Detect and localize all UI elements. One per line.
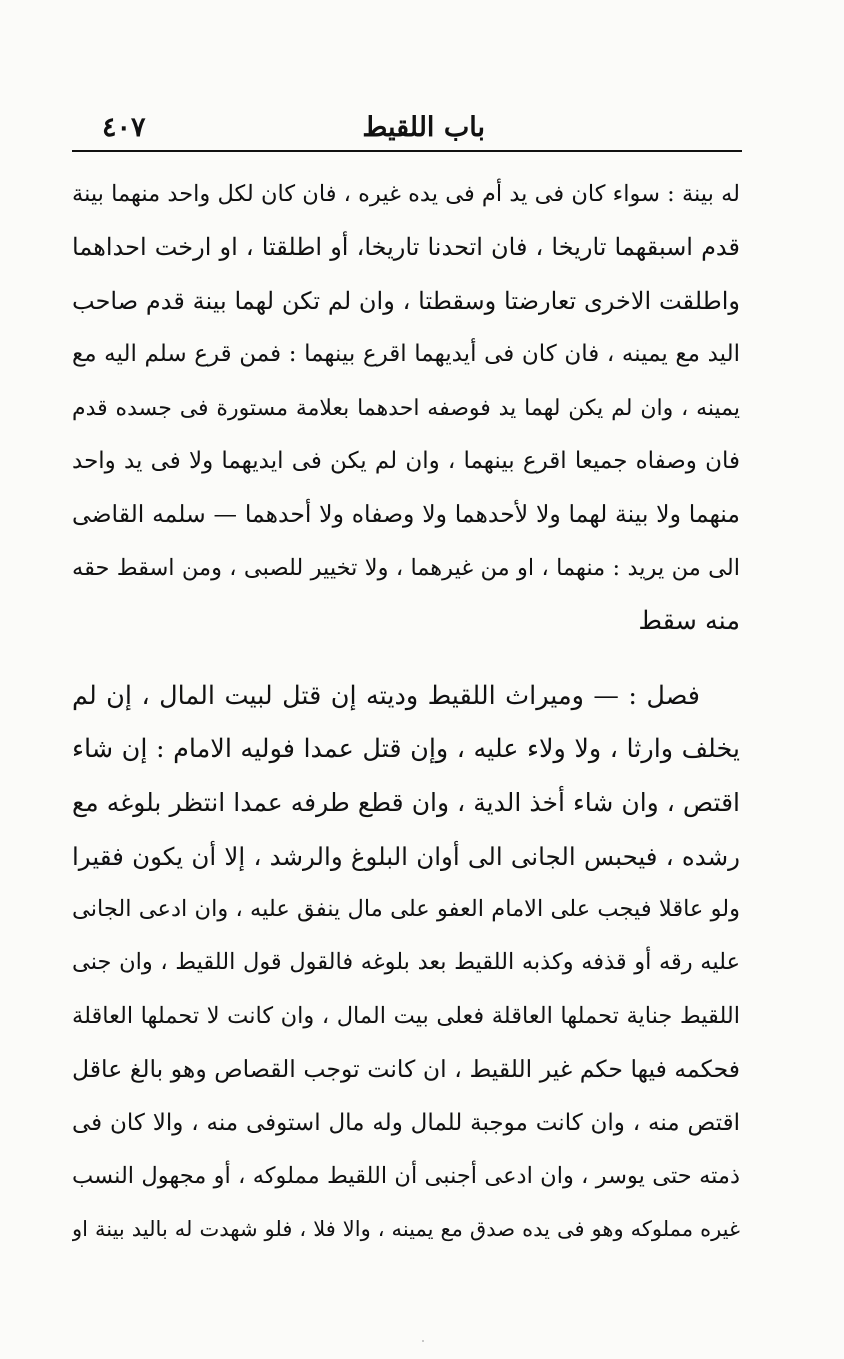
text-line: ولو عاقلا فيجب على الامام العفو على مال ينفق عليه ، وان ادعى الجانى [72,896,740,923]
body-text [72,168,740,1257]
text-line: اللقيط جناية تحملها العاقلة فعلى بيت المال ، وان كانت لا تحملها العاقلة [72,1002,740,1029]
text-line: الى من يريد : منهما ، او من غيرهما ، ولا تخيير للصبى ، ومن اسقط حقه [72,554,740,581]
text-line: ذمته حتى يوسر ، وان ادعى أجنبى أن اللقيط مملوكه ، أو مجهول النسب [72,1163,740,1190]
text-line: اليد مع يمينه ، فان كان فى أيديهما اقرع بينهما : فمن قرع سلم اليه مع [72,341,740,368]
text-line: فصل : — وميراث اللقيط وديته إن قتل لبيت المال ، إن لم [72,680,700,711]
text-line: واطلقت الاخرى تعارضتا وسقطتا ، وان لم تكن لهما بينة قدم صاحب [72,286,740,315]
text-line: له بينة : سواء كان فى يد أم فى يده غيره ، فان كان لكل واحد منهما بينة [72,181,740,207]
text-line: اقتص منه ، وان كانت موجبة للمال وله مال استوفى منه ، والا كان فى [72,1109,740,1136]
scan-speck [422,1340,424,1342]
text-line: يمينه ، وان لم يكن لهما يد فوصفه احدهما بعلامة مستورة فى جسده قدم [72,395,740,421]
page-number: ٤٠٧ [102,112,146,143]
chapter-title: باب اللقيط [362,112,485,143]
text-line: منهما ولا بينة لهما ولا لأحدهما ولا وصفاه ولا أحدهما — سلمه القاضى [72,500,740,529]
text-line: فحكمه فيها حكم غير اللقيط ، ان كانت توجب القصاص وهو بالغ عاقل [72,1055,740,1084]
text-line: فان وصفاه جميعا اقرع بينهما ، وان لم يكن فى ايديهما ولا فى يد واحد [72,447,740,474]
paragraph-spacer [72,649,740,670]
text-line: عليه رقه أو قذفه وكذبه اللقيط بعد بلوغه فالقول قول اللقيط ، وان جنى [72,949,740,976]
paragraph [72,168,740,649]
text-line: قدم اسبقهما تاريخا ، فان اتحدنا تاريخا، أو اطلقتا ، او ارخت احداهما [72,233,740,262]
text-line: رشده ، فيحبس الجانى الى أوان البلوغ والرشد ، إلا أن يكون فقيرا [72,841,740,871]
paragraph [72,670,740,1257]
text-line: اقتص ، وان شاء أخذ الدية ، وان قطع طرفه عمدا انتظر بلوغه مع [72,788,740,818]
text-line: يخلف وارثا ، ولا ولاء عليه ، وإن قتل عمدا فوليه الامام : إن شاء [72,733,740,764]
text-line: غيره مملوكه وهو فى يده صدق مع يمينه ، والا فلا ، فلو شهدت له باليد بينة او [72,1217,740,1242]
text-line: منه سقط [638,606,740,637]
header-divider [72,150,742,152]
page-header [72,108,740,150]
